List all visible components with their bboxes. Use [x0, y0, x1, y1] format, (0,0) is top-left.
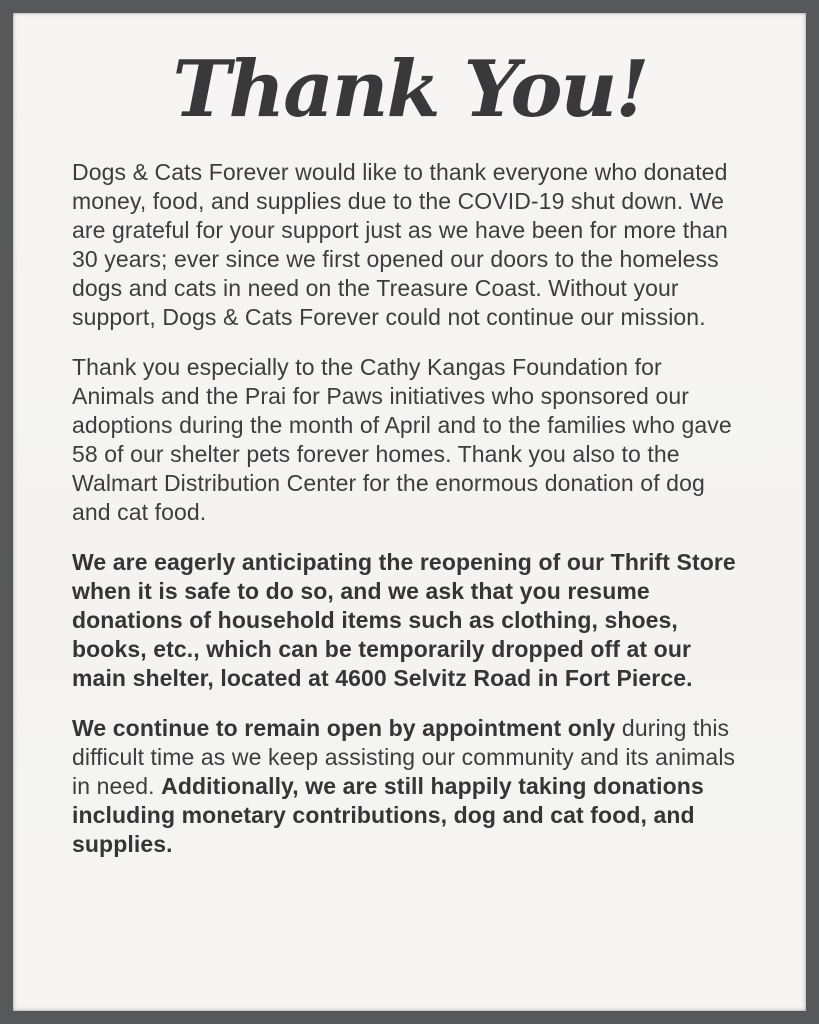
text-segment: We continue to remain open by appointment only: [72, 715, 616, 742]
paragraph-thrift-store: [72, 548, 748, 693]
text-segment: Thank you especially to the Cathy Kangas Foundation for Animals and the Prai for Paws initiatives who sponsored our adoptions during the month of April and to the families who gave 58 of our shelter pets forever homes. Thank you also to the Walmart Distribution Center for the enormous donation of dog and cat food.: [72, 354, 732, 526]
paragraph-open-by-appointment: [72, 714, 748, 859]
text-segment: We are eagerly anticipating the reopening of our Thrift Store when it is safe to do so, and we ask that you resume donations of household items such as clothing, shoes, books, etc., which can be temporarily dropped off at our main shelter, located at 4600 Selvitz Road in Fort Pierce.: [72, 549, 736, 692]
letter-page: [13, 13, 806, 1011]
paragraph-sponsors: [72, 353, 748, 527]
page-title: Thank You!: [172, 44, 648, 135]
text-segment: Additionally, we are still happily taking donations including monetary contributions, dog and cat food, and supplies.: [72, 773, 704, 858]
text-segment: during this difficult time as we keep assisting our community and its animals in need.: [72, 715, 736, 800]
paragraph-thanks-everyone: [72, 158, 748, 332]
text-segment: Dogs & Cats Forever would like to thank everyone who donated money, food, and supplies due to the COVID-19 shut down. We are grateful for your support just as we have been for more than 30 years; ever since we first opened our doors to the homeless dogs and cats in need on the Treasure Coast. Without your support, Dogs & Cats Forever could not continue our mission.: [72, 159, 728, 331]
letter-body: [72, 158, 748, 859]
letter-content: [13, 13, 806, 859]
